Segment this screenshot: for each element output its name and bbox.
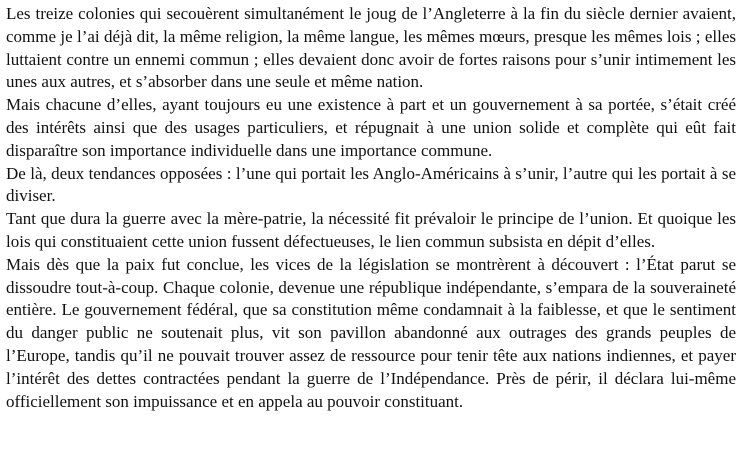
paragraph-5: Mais dès que la paix fut conclue, les vices de la législation se montrèrent à découvert : l’État parut se dissoudre tout-à-coup. Chaque colonie, devenue une république indépendante, s’empara de la souveraineté entière. Le gouvernement fédéral, que sa constitution même condamnait à la faiblesse, et que le sentiment du danger public ne soutenait plus, vit son pavillon abandonné aux outrages des grands peuples de l’Europe, tandis qu’il ne pouvait trouver assez de ressource pour tenir tête aux nations indiennes, et payer l’intérêt des dettes contractées pendant la guerre de l’Indépendance. Près de périr, il déclara lui-même officiellement son impuissance et en appela au pouvoir constituant. — [6, 254, 736, 411]
paragraph-2: Mais chacune d’elles, ayant toujours eu une existence à part et un gouvernement à sa portée, s’était créé des intérêts ainsi que des usages particuliers, et répugnait à une union solide et complète qui eût fait disparaître son importance individuelle dans une importance commune. — [6, 95, 736, 160]
paragraph-1: Les treize colonies qui secouèrent simultanément le joug de l’Angleterre à la fin du siècle dernier avaient, comme je l’ai déjà dit, la même religion, la même langue, les mêmes mœurs, presque les mêmes lois ; elles luttaient contre un ennemi commun ; elles devaient donc avoir de fortes raisons pour s’unir intimement les unes aux autres, et s’absorber dans une seule et même nation. — [6, 4, 736, 92]
paragraph-4: Tant que dura la guerre avec la mère-patrie, la nécessité fit prévaloir le principe de l’union. Et quoique les lois qui constituaient cette union fussent défectueuses, le lien commun subsista en dépit d’elles. — [6, 209, 736, 251]
paragraph-3: De là, deux tendances opposées : l’une qui portait les Anglo-Américains à s’unir, l’autre qui les portait à se diviser. — [6, 163, 736, 206]
